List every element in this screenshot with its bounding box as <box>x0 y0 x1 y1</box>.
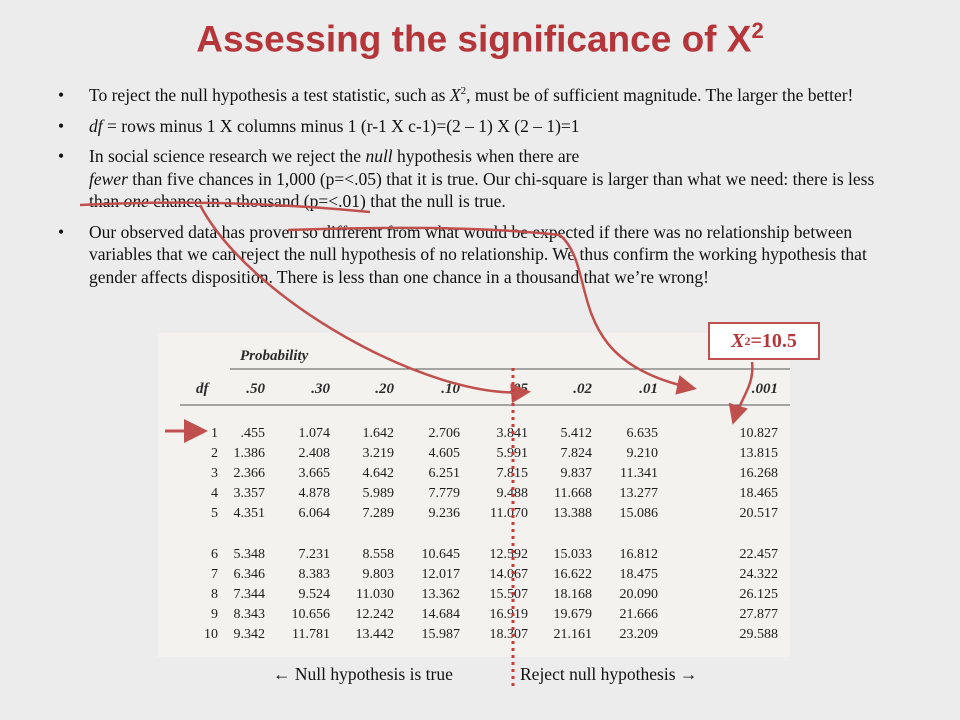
table-cell: 18.475 <box>619 567 658 582</box>
table-cell: 6.251 <box>428 466 460 481</box>
table-cell: 8.383 <box>298 567 330 582</box>
table-cell: 7.344 <box>233 587 265 602</box>
bullet-list <box>58 84 903 296</box>
table-cell: 5.348 <box>233 547 265 562</box>
table-cell: 16.919 <box>489 607 528 622</box>
table-cell: 15.987 <box>421 627 460 642</box>
chi-square-value-box: X 2 =10.5 <box>708 322 820 360</box>
table-cell: 1.386 <box>233 446 265 461</box>
table-cell: 13.815 <box>739 446 778 461</box>
table-cell: 1.642 <box>362 426 394 441</box>
slide-title: Assessing the significance of $X^2$ <box>196 18 764 60</box>
table-cell: 19.679 <box>553 607 592 622</box>
table-cell: 7.815 <box>496 466 528 481</box>
df-cell: 5 <box>211 506 218 521</box>
column-header: .50 <box>246 381 265 397</box>
table-cell: 10.656 <box>291 607 330 622</box>
table-cell: 11.781 <box>292 627 330 642</box>
table-cell: 18.307 <box>489 627 528 642</box>
probability-caption: Probability <box>240 348 309 364</box>
table-cell: 18.465 <box>739 486 778 501</box>
table-cell: 12.592 <box>489 547 528 562</box>
table-cell: 2.408 <box>298 446 330 461</box>
table-cell: 9.210 <box>626 446 658 461</box>
table-cell: 7.231 <box>298 547 330 562</box>
column-header: .10 <box>441 381 460 397</box>
table-cell: 7.779 <box>428 486 460 501</box>
df-cell: 4 <box>211 486 218 501</box>
table-cell: 21.161 <box>553 627 592 642</box>
table-cell: 11.341 <box>620 466 658 481</box>
table-cell: 20.517 <box>739 506 778 521</box>
table-cell: 13.362 <box>421 587 460 602</box>
table-cell: 16.812 <box>619 547 658 562</box>
column-header: .30 <box>311 381 330 397</box>
table-cell: 6.346 <box>233 567 265 582</box>
table-cell: 21.666 <box>619 607 658 622</box>
table-cell: 11.668 <box>554 486 592 501</box>
table-cell: 16.622 <box>553 567 592 582</box>
table-cell: 13.277 <box>619 486 658 501</box>
table-cell: 3.841 <box>496 426 528 441</box>
table-cell: 22.457 <box>739 547 778 562</box>
bullet-4: • Our observed data has proven so different from what would be expected if there was no relationship between variables that we can reject the null hypothesis of no relationship. We thus confirm the working hypothesis that gender affects disposition. There is less than one chance in a thousand that we’re wrong! <box>58 221 867 287</box>
df-cell: 8 <box>211 587 218 602</box>
bullet-3: • In social science research we reject the null hypothesis when there are fewer than five chances in 1,000 (p=<.05) that it is true. Our chi-square is larger than what we need: there is less than one chance in a thousand (p=<.01) that the null is true. <box>58 146 875 211</box>
reject-null-label: Reject null hypothesis → <box>520 664 698 684</box>
table-cell: 12.017 <box>421 567 460 582</box>
df-header: df <box>196 381 209 397</box>
df-cell: 7 <box>211 567 218 582</box>
column-header: .05 <box>509 381 528 397</box>
table-cell: 15.507 <box>489 587 528 602</box>
table-cell: 3.219 <box>362 446 394 461</box>
table-cell: 9.837 <box>560 466 592 481</box>
df-cell: 3 <box>211 466 218 481</box>
table-cell: 5.412 <box>560 426 592 441</box>
table-cell: 27.877 <box>739 607 778 622</box>
table-cell: 9.236 <box>428 506 460 521</box>
table-cell: 24.322 <box>739 567 778 582</box>
table-cell: .455 <box>240 426 265 441</box>
table-cell: 8.343 <box>233 607 265 622</box>
table-cell: 11.030 <box>356 587 394 602</box>
table-cell: 16.268 <box>739 466 778 481</box>
table-cell: 29.588 <box>739 627 778 642</box>
column-header: .20 <box>375 381 394 397</box>
table-cell: 4.605 <box>428 446 460 461</box>
table-cell: 10.645 <box>421 547 460 562</box>
df-cell: 9 <box>211 607 218 622</box>
bullet-dot: • <box>58 221 65 242</box>
bullet-2: • df = rows minus 1 X columns minus 1 (r-1 X c-1)=(2 – 1) X (2 – 1)=1 <box>58 115 580 136</box>
table-cell: 7.824 <box>560 446 592 461</box>
df-cell: 6 <box>211 547 218 562</box>
bullet-dot: • <box>58 146 65 166</box>
table-cell: 13.388 <box>553 506 592 521</box>
column-header: .001 <box>751 381 778 397</box>
bullet-1: • To reject the null hypothesis a test statistic, such as $X^2$, must be of sufficient magnitude. The larger the better! <box>58 85 854 105</box>
table-cell: 15.086 <box>619 506 658 521</box>
table-cell: 14.684 <box>421 607 460 622</box>
df-cell: 10 <box>204 627 218 642</box>
table-cell: 12.242 <box>355 607 394 622</box>
table-cell: 2.706 <box>428 426 460 441</box>
bullet-dot: • <box>58 115 65 136</box>
table-cell: 4.878 <box>298 486 330 501</box>
table-cell: 9.488 <box>496 486 528 501</box>
table-cell: 4.351 <box>233 506 265 521</box>
table-cell: 14.067 <box>489 567 528 582</box>
df-cell: 1 <box>211 426 218 441</box>
table-cell: 9.803 <box>362 567 394 582</box>
table-cell: 18.168 <box>553 587 592 602</box>
table-cell: 5.989 <box>362 486 394 501</box>
table-cell: 15.033 <box>553 547 592 562</box>
column-header: .01 <box>639 381 658 397</box>
table-cell: 9.524 <box>298 587 330 602</box>
table-cell: 6.064 <box>298 506 330 521</box>
chi-square-table-svg <box>158 333 790 657</box>
table-cell: 4.642 <box>362 466 394 481</box>
table-cell: 7.289 <box>362 506 394 521</box>
table-cell: 3.665 <box>298 466 330 481</box>
column-header: .02 <box>573 381 592 397</box>
df-cell: 2 <box>211 446 218 461</box>
table-cell: 8.558 <box>362 547 394 562</box>
table-cell: 5.991 <box>496 446 528 461</box>
chi-square-table <box>158 333 790 657</box>
table-cell: 23.209 <box>619 627 658 642</box>
table-cell: 13.442 <box>355 627 394 642</box>
table-cell: 3.357 <box>233 486 265 501</box>
table-cell: 6.635 <box>626 426 658 441</box>
table-cell: 20.090 <box>619 587 658 602</box>
table-cell: 2.366 <box>233 466 265 481</box>
table-cell: 9.342 <box>233 627 265 642</box>
table-cell: 1.074 <box>298 426 330 441</box>
table-cell: 11.070 <box>490 506 528 521</box>
bullet-dot: • <box>58 85 65 105</box>
table-cell: 26.125 <box>739 587 778 602</box>
null-true-label: ← Null hypothesis is true <box>273 664 453 684</box>
table-cell: 10.827 <box>739 426 778 441</box>
